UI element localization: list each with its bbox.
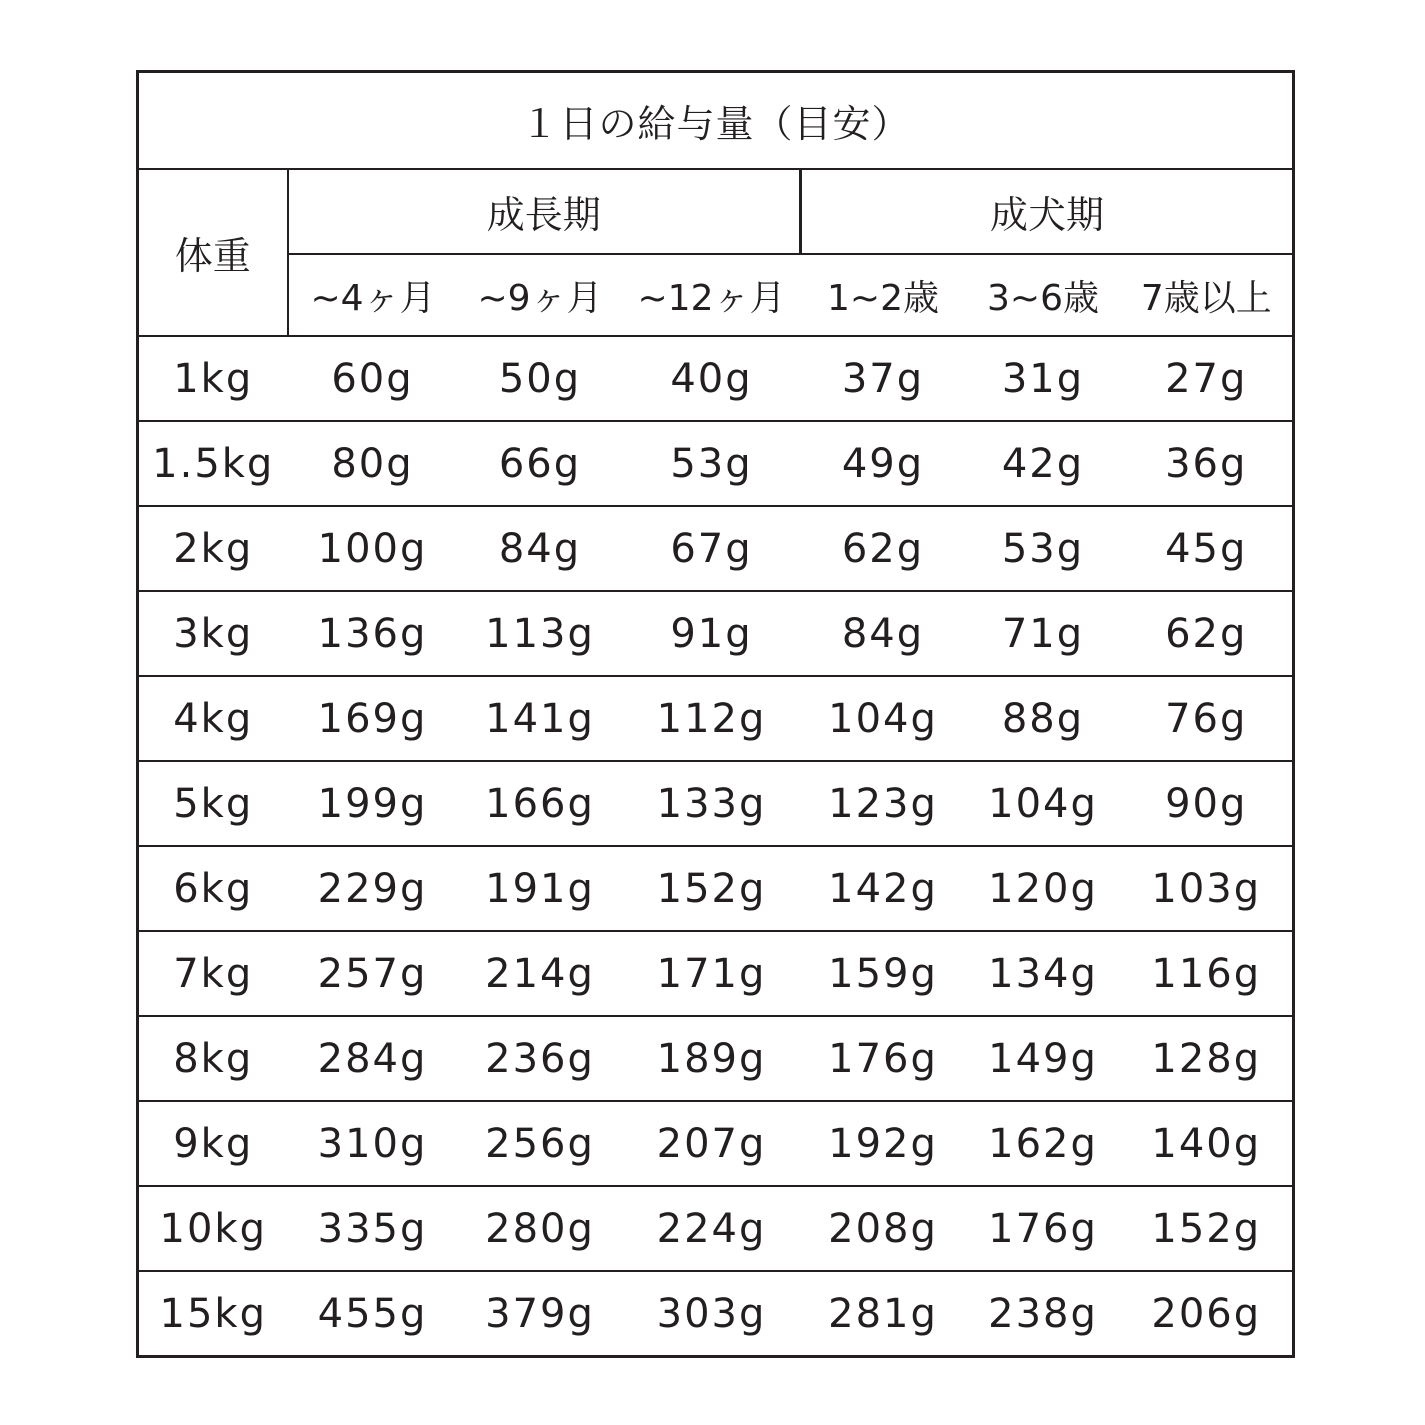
amount-cell: 379g (458, 1271, 623, 1357)
weight-cell: 2kg (138, 506, 288, 591)
amount-cell: 42g (966, 421, 1121, 506)
amount-cell: 104g (966, 761, 1121, 846)
amount-cell: 128g (1121, 1016, 1294, 1101)
amount-cell: 50g (458, 336, 623, 421)
table-row (138, 591, 1294, 676)
amount-cell: 104g (801, 676, 966, 761)
table-row (138, 931, 1294, 1016)
weight-cell: 5kg (138, 761, 288, 846)
table-row (138, 506, 1294, 591)
amount-cell: 152g (1121, 1186, 1294, 1271)
amount-cell: 310g (288, 1101, 458, 1186)
amount-cell: 169g (288, 676, 458, 761)
table-row (138, 761, 1294, 846)
weight-header: 体重 (138, 169, 288, 336)
amount-cell: 71g (966, 591, 1121, 676)
weight-cell: 1kg (138, 336, 288, 421)
adult-period-header: 成犬期 (801, 169, 1294, 254)
amount-cell: 159g (801, 931, 966, 1016)
amount-cell: 45g (1121, 506, 1294, 591)
table-row (138, 846, 1294, 931)
amount-cell: 27g (1121, 336, 1294, 421)
age-column-header: 1~2歳 (801, 254, 966, 336)
table-row (138, 1101, 1294, 1186)
table-row (138, 1016, 1294, 1101)
amount-cell: 53g (966, 506, 1121, 591)
amount-cell: 76g (1121, 676, 1294, 761)
age-column-header: 3~6歳 (966, 254, 1121, 336)
weight-cell: 8kg (138, 1016, 288, 1101)
amount-cell: 91g (623, 591, 801, 676)
amount-cell: 100g (288, 506, 458, 591)
table-row (138, 336, 1294, 421)
amount-cell: 281g (801, 1271, 966, 1357)
weight-cell: 15kg (138, 1271, 288, 1357)
age-column-header: ~12ヶ月 (623, 254, 801, 336)
amount-cell: 303g (623, 1271, 801, 1357)
feeding-amount-table (136, 70, 1295, 1358)
amount-cell: 116g (1121, 931, 1294, 1016)
amount-cell: 136g (288, 591, 458, 676)
amount-cell: 257g (288, 931, 458, 1016)
amount-cell: 62g (1121, 591, 1294, 676)
amount-cell: 67g (623, 506, 801, 591)
amount-cell: 53g (623, 421, 801, 506)
table-row (138, 676, 1294, 761)
amount-cell: 166g (458, 761, 623, 846)
amount-cell: 90g (1121, 761, 1294, 846)
amount-cell: 192g (801, 1101, 966, 1186)
age-column-header: ~4ヶ月 (288, 254, 458, 336)
amount-cell: 66g (458, 421, 623, 506)
amount-cell: 88g (966, 676, 1121, 761)
table-row (138, 1186, 1294, 1271)
amount-cell: 224g (623, 1186, 801, 1271)
amount-cell: 236g (458, 1016, 623, 1101)
amount-cell: 191g (458, 846, 623, 931)
age-column-header: 7歳以上 (1121, 254, 1294, 336)
weight-cell: 9kg (138, 1101, 288, 1186)
amount-cell: 335g (288, 1186, 458, 1271)
amount-cell: 49g (801, 421, 966, 506)
amount-cell: 36g (1121, 421, 1294, 506)
weight-cell: 3kg (138, 591, 288, 676)
amount-cell: 142g (801, 846, 966, 931)
amount-cell: 176g (801, 1016, 966, 1101)
amount-cell: 284g (288, 1016, 458, 1101)
amount-cell: 149g (966, 1016, 1121, 1101)
amount-cell: 207g (623, 1101, 801, 1186)
amount-cell: 112g (623, 676, 801, 761)
amount-cell: 62g (801, 506, 966, 591)
table-row (138, 421, 1294, 506)
amount-cell: 199g (288, 761, 458, 846)
weight-cell: 6kg (138, 846, 288, 931)
weight-cell: 1.5kg (138, 421, 288, 506)
table-row (138, 1271, 1294, 1357)
amount-cell: 113g (458, 591, 623, 676)
age-column-header: ~9ヶ月 (458, 254, 623, 336)
amount-cell: 214g (458, 931, 623, 1016)
amount-cell: 189g (623, 1016, 801, 1101)
amount-cell: 40g (623, 336, 801, 421)
amount-cell: 455g (288, 1271, 458, 1357)
amount-cell: 208g (801, 1186, 966, 1271)
amount-cell: 229g (288, 846, 458, 931)
amount-cell: 238g (966, 1271, 1121, 1357)
amount-cell: 120g (966, 846, 1121, 931)
growth-period-header: 成長期 (288, 169, 801, 254)
amount-cell: 280g (458, 1186, 623, 1271)
table-title: １日の給与量（目安） (138, 72, 1294, 170)
amount-cell: 176g (966, 1186, 1121, 1271)
amount-cell: 31g (966, 336, 1121, 421)
amount-cell: 256g (458, 1101, 623, 1186)
amount-cell: 134g (966, 931, 1121, 1016)
amount-cell: 141g (458, 676, 623, 761)
amount-cell: 84g (458, 506, 623, 591)
amount-cell: 152g (623, 846, 801, 931)
amount-cell: 103g (1121, 846, 1294, 931)
weight-cell: 4kg (138, 676, 288, 761)
weight-cell: 10kg (138, 1186, 288, 1271)
amount-cell: 162g (966, 1101, 1121, 1186)
amount-cell: 140g (1121, 1101, 1294, 1186)
amount-cell: 37g (801, 336, 966, 421)
amount-cell: 206g (1121, 1271, 1294, 1357)
amount-cell: 123g (801, 761, 966, 846)
weight-cell: 7kg (138, 931, 288, 1016)
amount-cell: 60g (288, 336, 458, 421)
amount-cell: 171g (623, 931, 801, 1016)
amount-cell: 84g (801, 591, 966, 676)
amount-cell: 80g (288, 421, 458, 506)
amount-cell: 133g (623, 761, 801, 846)
